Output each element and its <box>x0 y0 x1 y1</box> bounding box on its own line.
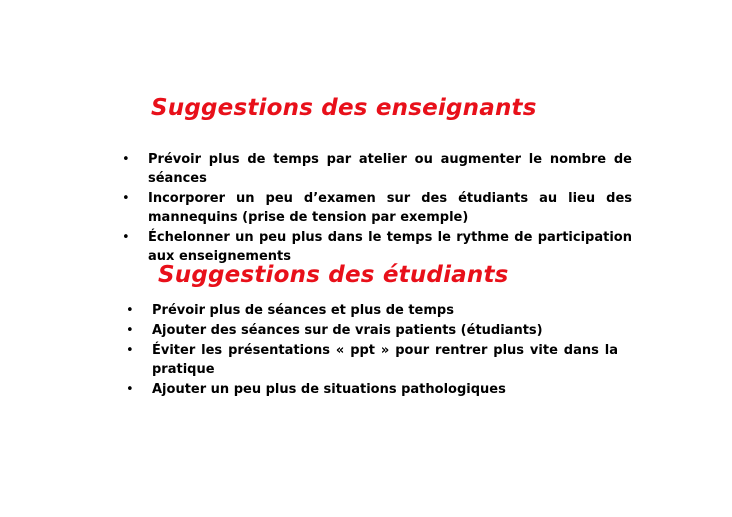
bullet-icon: • <box>122 152 130 167</box>
list-item-text: Échelonner un peu plus dans le temps le rythme de participation aux enseignements <box>148 230 632 264</box>
list-item <box>124 380 618 399</box>
list-item <box>124 321 618 340</box>
list-item-text: Prévoir plus de séances et plus de temps <box>152 303 454 318</box>
students-suggestions-list <box>124 301 618 400</box>
bullet-icon: • <box>126 303 134 318</box>
list-item-text: Prévoir plus de temps par atelier ou augmenter le nombre de séances <box>148 152 632 186</box>
list-item-text: Ajouter des séances sur de vrais patients (étudiants) <box>152 323 543 338</box>
teachers-suggestions-list <box>120 150 632 267</box>
bullet-icon: • <box>122 230 130 245</box>
students-suggestions-heading: Suggestions des étudiants <box>158 262 509 288</box>
bullet-icon: • <box>126 323 134 338</box>
list-item <box>124 301 618 320</box>
list-item-text: Ajouter un peu plus de situations pathologiques <box>152 382 506 397</box>
list-item <box>124 341 618 379</box>
list-item <box>120 189 632 227</box>
teachers-suggestions-heading: Suggestions des enseignants <box>151 95 537 121</box>
list-item <box>120 228 632 266</box>
bullet-icon: • <box>126 343 134 358</box>
bullet-icon: • <box>126 382 134 397</box>
list-item-text: Incorporer un peu d’examen sur des étudiants au lieu des mannequins (prise de tension par exemple) <box>148 191 632 225</box>
list-item-text: Éviter les présentations « ppt » pour rentrer plus vite dans la pratique <box>152 343 618 377</box>
bullet-icon: • <box>122 191 130 206</box>
list-item <box>120 150 632 188</box>
